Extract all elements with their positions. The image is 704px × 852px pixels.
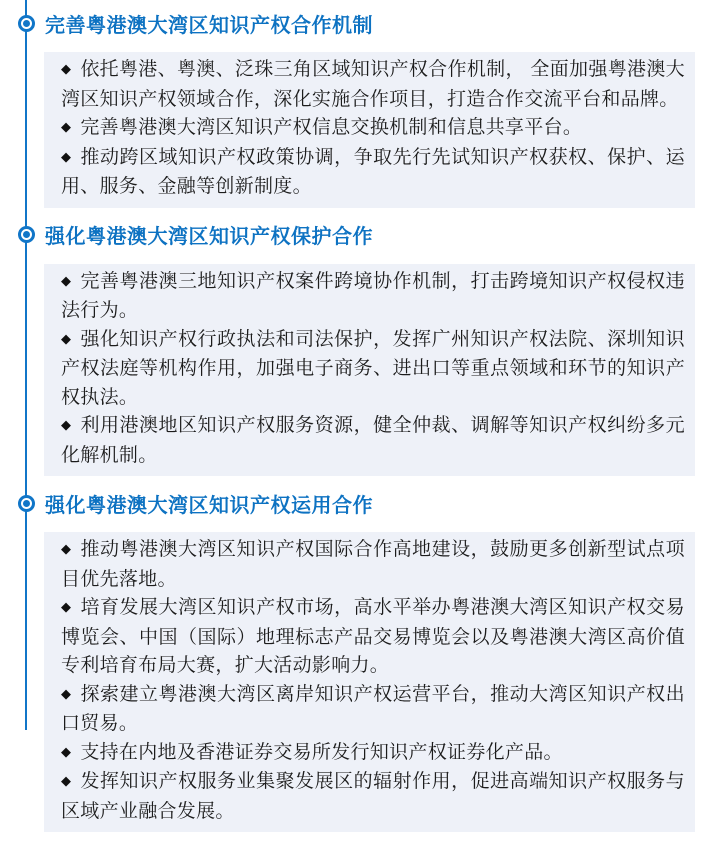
paragraph-text: 完善粤港澳三地知识产权案件跨境协作机制，打击跨境知识产权侵权违法行为。 <box>61 270 685 321</box>
content-box <box>44 52 695 208</box>
bullet-paragraph <box>61 768 685 826</box>
paragraph-text: 完善粤港澳大湾区知识产权信息交换机制和信息共享平台。 <box>80 117 583 138</box>
bullet-paragraph <box>61 536 685 594</box>
paragraph-text: 培育发展大湾区知识产权市场，高水平举办粤港澳大湾区知识产权交易博览会、中国（国际）地理标志产品交易博览会以及粤港澳大湾区高价值专利培育布局大赛，扩大活动影响力。 <box>61 597 685 676</box>
diamond-bullet-icon: ◆ <box>61 599 72 614</box>
diamond-bullet-icon: ◆ <box>61 119 72 134</box>
section-heading-row <box>0 6 695 40</box>
section-heading-row <box>0 486 695 520</box>
content-box <box>44 264 695 477</box>
circled-dot-inner <box>23 500 30 507</box>
paragraph-text: 依托粤港、粤澳、泛珠三角区域知识产权合作机制， 全面加强粤港澳大湾区知识产权领域合作，深化实施合作项目，打造合作交流平台和品牌。 <box>61 59 685 110</box>
section-utilization-cooperation <box>0 486 695 832</box>
diamond-bullet-icon: ◆ <box>61 272 72 288</box>
bullet-paragraph <box>61 739 685 769</box>
paragraph-text: 强化知识产权行政执法和司法保护，发挥广州知识产权法院、深圳知识产权法庭等机构作用，加强电子商务、进出口等重点领域和环节的知识产权执法。 <box>61 328 685 408</box>
bullet-paragraph <box>61 56 685 114</box>
bullet-paragraph <box>61 268 685 326</box>
circled-dot-inner <box>23 231 30 238</box>
bullet-paragraph <box>61 594 685 681</box>
section-title: 完善粤港澳大湾区知识产权合作机制 <box>45 14 373 37</box>
diamond-bullet-icon: ◆ <box>61 148 72 164</box>
circled-dot-icon <box>18 495 35 512</box>
diamond-bullet-icon: ◆ <box>61 330 72 346</box>
circled-dot-inner <box>23 20 30 27</box>
diamond-bullet-icon: ◆ <box>61 743 72 759</box>
paragraph-text: 发挥知识产权服务业集聚发展区的辐射作用，促进高端知识产权服务与区域产业融合发展。 <box>61 771 685 822</box>
section-protection-cooperation <box>0 218 695 477</box>
paragraph-text: 推动跨区域知识产权政策协调，争取先行先试知识产权获权、保护、运用、服务、金融等创新制度。 <box>61 146 685 197</box>
section-title: 强化粤港澳大湾区知识产权保护合作 <box>45 226 373 248</box>
diamond-bullet-icon: ◆ <box>61 773 72 788</box>
diamond-bullet-icon: ◆ <box>61 541 72 556</box>
section-cooperation-mechanism <box>0 6 695 208</box>
circled-dot-icon <box>18 226 35 243</box>
bullet-paragraph <box>61 681 685 739</box>
bullet-paragraph <box>61 144 685 202</box>
paragraph-text: 探索建立粤港澳大湾区离岸知识产权运营平台，推动大湾区知识产权出口贸易。 <box>61 683 685 734</box>
section-heading-row <box>0 218 695 252</box>
diamond-bullet-icon: ◆ <box>61 61 72 76</box>
diamond-bullet-icon: ◆ <box>61 685 72 701</box>
paragraph-text: 支持在内地及香港证券交易所发行知识产权证券化产品。 <box>80 741 563 763</box>
bullet-paragraph <box>61 114 685 144</box>
bullet-paragraph <box>61 412 685 470</box>
paragraph-text: 推动粤港澳大湾区知识产权国际合作高地建设，鼓励更多创新型试点项目优先落地。 <box>61 539 685 590</box>
paragraph-text: 利用港澳地区知识产权服务资源，健全仲裁、调解等知识产权纠纷多元化解机制。 <box>61 415 685 466</box>
diamond-bullet-icon: ◆ <box>61 417 72 432</box>
content-box <box>44 532 695 832</box>
circled-dot-icon <box>18 15 35 32</box>
bullet-paragraph <box>61 326 685 413</box>
section-title: 强化粤港澳大湾区知识产权运用合作 <box>45 494 373 517</box>
